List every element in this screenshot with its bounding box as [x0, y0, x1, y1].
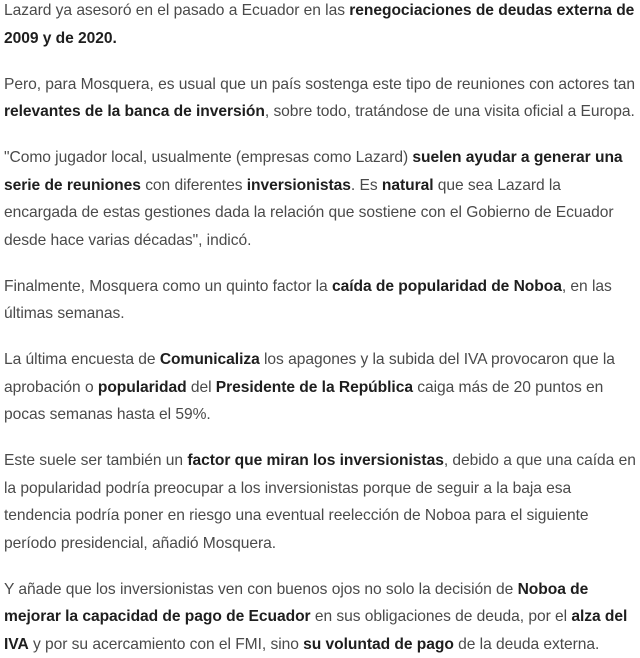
paragraph-lazard-renegotiations — [4, 0, 638, 52]
bold-run: suelen ayudar a generar una serie de reuniones — [4, 149, 623, 194]
text-run: , debido a que una caída en la popularidad podría preocupar a los inversionistas porque de seguir a la baja esa tendencia podría poner en riesgo una eventual reelección de Noboa para el siguiente período presidencial, añadió Mosquera. — [4, 452, 636, 552]
text-run: que sea Lazard la encargada de estas gestiones dada la relación que sostiene con el Gobierno de Ecuador desde hace varias décadas", indicó. — [4, 177, 614, 249]
bold-run: popularidad — [98, 379, 187, 396]
text-run: en sus obligaciones de deuda, por el — [311, 608, 572, 625]
bold-run: relevantes de la banca de inversión — [4, 103, 265, 120]
text-run: de la deuda externa. — [454, 636, 599, 653]
text-run: Este suele ser también un — [4, 452, 187, 469]
text-run: La última encuesta de — [4, 351, 160, 368]
text-run: caiga más de 20 puntos en pocas semanas hasta el 59%. — [4, 379, 603, 424]
text-run: Y añade que los inversionistas ven con buenos ojos no solo la decisión de — [4, 581, 518, 598]
paragraph-survey — [4, 346, 638, 429]
bold-run: inversionistas — [247, 177, 351, 194]
bold-run: renegociaciones de deudas externa de 2009 y de 2020. — [4, 2, 634, 47]
paragraph-popularity-drop — [4, 273, 638, 328]
text-run: con diferentes — [141, 177, 247, 194]
text-run: "Como jugador local, usualmente (empresas como Lazard) — [4, 149, 412, 166]
bold-run: caída de popularidad de Noboa — [332, 278, 562, 295]
bold-run: natural — [382, 177, 434, 194]
text-run: del — [187, 379, 216, 396]
text-run: Pero, para Mosquera, es usual que un país sostenga este tipo de reuniones con actores tan — [4, 76, 635, 93]
text-run: Finalmente, Mosquera como un quinto factor la — [4, 278, 332, 295]
bold-run: alza del IVA — [4, 608, 627, 653]
paragraph-quote-local-player — [4, 144, 638, 254]
text-run: los apagones y la subida del IVA provocaron que la aprobación o — [4, 351, 615, 396]
bold-run: Presidente de la República — [216, 379, 413, 396]
bold-run: Noboa de mejorar la capacidad de pago de Ecuador — [4, 581, 588, 626]
paragraph-investment-banking — [4, 71, 638, 126]
text-run: Lazard ya asesoró en el pasado a Ecuador en las — [4, 2, 349, 19]
text-run: y por su acercamiento con el FMI, sino — [29, 636, 303, 653]
paragraph-investor-factor — [4, 447, 638, 557]
bold-run: Comunicaliza — [160, 351, 260, 368]
text-run: , en las últimas semanas. — [4, 278, 612, 323]
bold-run: su voluntad de pago — [303, 636, 454, 653]
bold-run: factor que miran los inversionistas — [187, 452, 444, 469]
text-run: , sobre todo, tratándose de una visita oficial a Europa. — [265, 103, 635, 120]
paragraph-payment-capacity — [4, 576, 638, 658]
text-run: . Es — [351, 177, 382, 194]
